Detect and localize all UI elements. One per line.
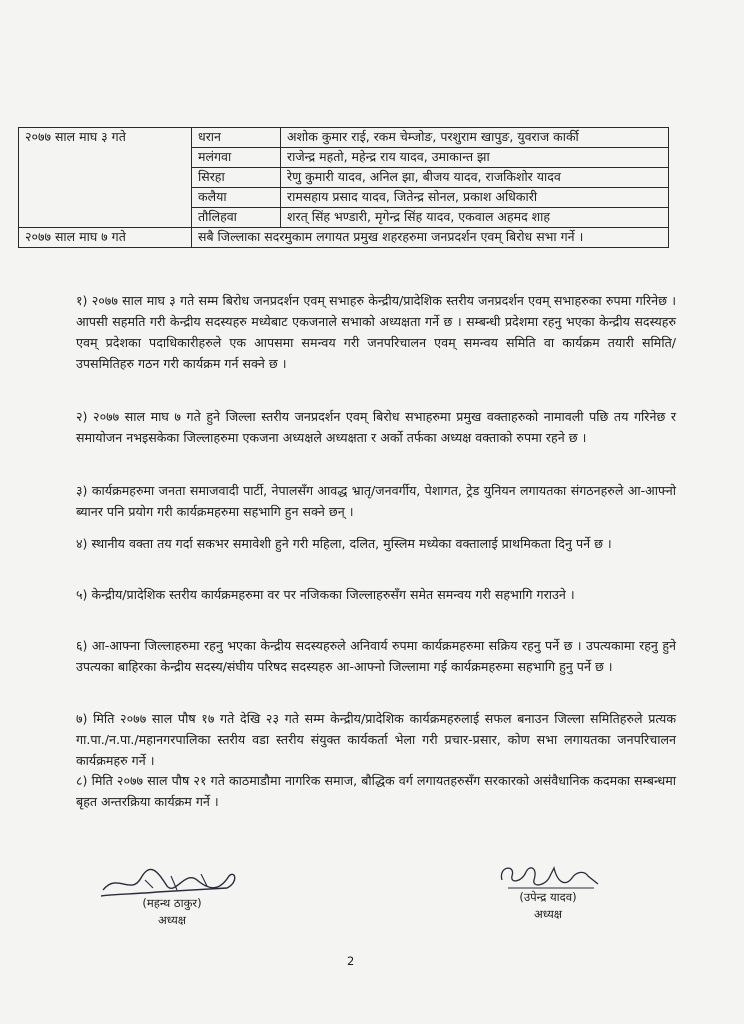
signatory-role-left: अध्यक्ष xyxy=(157,913,187,927)
leaders-cell: रेणु कुमारी यादव, अनिल झा, बीजय यादव, राजकिशोर यादव xyxy=(281,168,669,188)
schedule-table xyxy=(18,127,669,248)
signature-block-right xyxy=(478,858,618,922)
page-number: 2 xyxy=(347,954,355,968)
district-cell: कलैया xyxy=(192,188,281,208)
leaders-cell: राजेन्द्र महतो, महेन्द्र राय यादव, उमाकान्त झा xyxy=(281,148,669,168)
signatory-name-left: (महन्थ ठाकुर) xyxy=(142,896,202,910)
district-cell: सिरहा xyxy=(192,168,281,188)
leaders-cell: रामसहाय प्रसाद यादव, जितेन्द्र सोनल, प्रकाश अधिकारी xyxy=(281,188,669,208)
paragraph-2: २) २०७७ साल माघ ७ गते हुने जिल्ला स्तरीय जनप्रदर्शन एवम् बिरोध सभाहरुमा प्रमुख वक्ताहरुको नामावली पछि तय गरिनेछ र समायोजन नभइसकेका जिल्लाहरुमा एकजना अध्यक्षले अध्यक्षता र अर्को तर्फका अध्यक्ष वक्ताको रुपमा रहने छ । xyxy=(76,409,676,445)
signature-block-left xyxy=(92,866,252,928)
date-cell: २०७७ साल माघ ७ गते xyxy=(19,228,192,248)
table-row xyxy=(19,228,669,248)
leaders-cell: अशोक कुमार राई, रकम चेम्जोङ, परशुराम खापुङ, युवराज कार्की xyxy=(281,128,669,148)
merged-cell: सबै जिल्लाका सदरमुकाम लगायत प्रमुख शहरहरुमा जनप्रदर्शन एवम् बिरोध सभा गर्ने । xyxy=(192,228,669,248)
paragraph-1: १) २०७७ साल माघ ३ गते सम्म बिरोध जनप्रदर्शन एवम् सभाहरु केन्द्रीय/प्रादेशिक स्तरीय जनप्रदर्शन एवम् सभाहरुका रुपमा गरिनेछ । आपसी सहमति गरी केन्द्रीय सदस्यहरु मध्येबाट एकजनाले सभाको अध्यक्षता गर्ने छ । सम्बन्धी प्रदेशमा रहनु भएका केन्द्रीय सदस्यहरु एवम् प्रदेशका पदाधिकारीहरुले एक आपसमा समन्वय गरी जनपरिचालन एवम् समन्वय समिति वा कार्यक्रम तयारी समिति/उपसमितिहरु गठन गरी कार्यक्रम गर्न सक्ने छ । xyxy=(76,293,676,371)
paragraph-8: ८) मिति २०७७ साल पौष २१ गते काठमाडौमा नागरिक समाज, बौद्धिक वर्ग लगायतहरुसँग सरकारको असंवैधानिक कदमका सम्बन्धमा बृहत अन्तरक्रिया कार्यक्रम गर्ने । xyxy=(76,773,676,809)
district-cell: धरान xyxy=(192,128,281,148)
paragraph-7: ७) मिति २०७७ साल पौष १७ गते देखि २३ गते सम्म केन्द्रीय/प्रादेशिक कार्यक्रमहरुलाई सफल बनाउन जिल्ला समितिहरुले प्रत्यक गा.पा./न.पा./महानगरपालिका स्तरीय वडा स्तरीय संयुक्त कार्यकर्ता भेला गरी प्रचार-प्रसार, कोण सभा लगायतका जनपरिचालन कार्यक्रमहरु गर्ने । xyxy=(76,711,676,768)
paragraph-6: ६) आ-आफ्ना जिल्लाहरुमा रहनु भएका केन्द्रीय सदस्यहरुले अनिवार्य रुपमा कार्यक्रमहरुमा सक्रिय रहनु पर्ने छ । उपत्यकामा रहनु हुने उपत्यका बाहिरका केन्द्रीय सदस्य/संघीय परिषद सदस्यहरु आ-आफ्नो जिल्लामा गई कार्यक्रमहरुमा सहभागि हुनु पर्ने छ । xyxy=(76,638,676,674)
district-cell: तौलिहवा xyxy=(192,208,281,228)
paragraph-5: ५) केन्द्रीय/प्रादेशिक स्तरीय कार्यक्रमहरुमा वर पर नजिकका जिल्लाहरुसँग समेत समन्वय गरी सहभागि गराउने । xyxy=(76,587,575,602)
district-cell: मलंगवा xyxy=(192,148,281,168)
leaders-cell: शरत् सिंह भण्डारी, मृगेन्द्र सिंह यादव, एकवाल अहमद शाह xyxy=(281,208,669,228)
paragraph-3: ३) कार्यक्रमहरुमा जनता समाजवादी पार्टी, नेपालसँग आवद्ध भ्रातृ/जनवर्गीय, पेशागत, ट्रेड युनियन लगायतका संगठनहरुले आ-आफ्नो ब्यानर पनि प्रयोग गरी कार्यक्रमहरुमा सहभागि हुन सक्ने छन् । xyxy=(76,483,676,519)
signature-scribble xyxy=(488,858,608,894)
table-row xyxy=(19,128,669,148)
signatory-role-right: अध्यक्ष xyxy=(533,907,563,921)
date-cell: २०७७ साल माघ ३ गते xyxy=(19,128,192,228)
signature-scribble xyxy=(97,866,247,900)
paragraph-4: ४) स्थानीय वक्ता तय गर्दा सकभर समावेशी हुने गरी महिला, दलित, मुस्लिम मध्येका वक्तालाई प्राथमिकता दिनु पर्ने छ । xyxy=(76,536,612,551)
signatory-name-right: (उपेन्द्र यादव) xyxy=(519,890,577,904)
